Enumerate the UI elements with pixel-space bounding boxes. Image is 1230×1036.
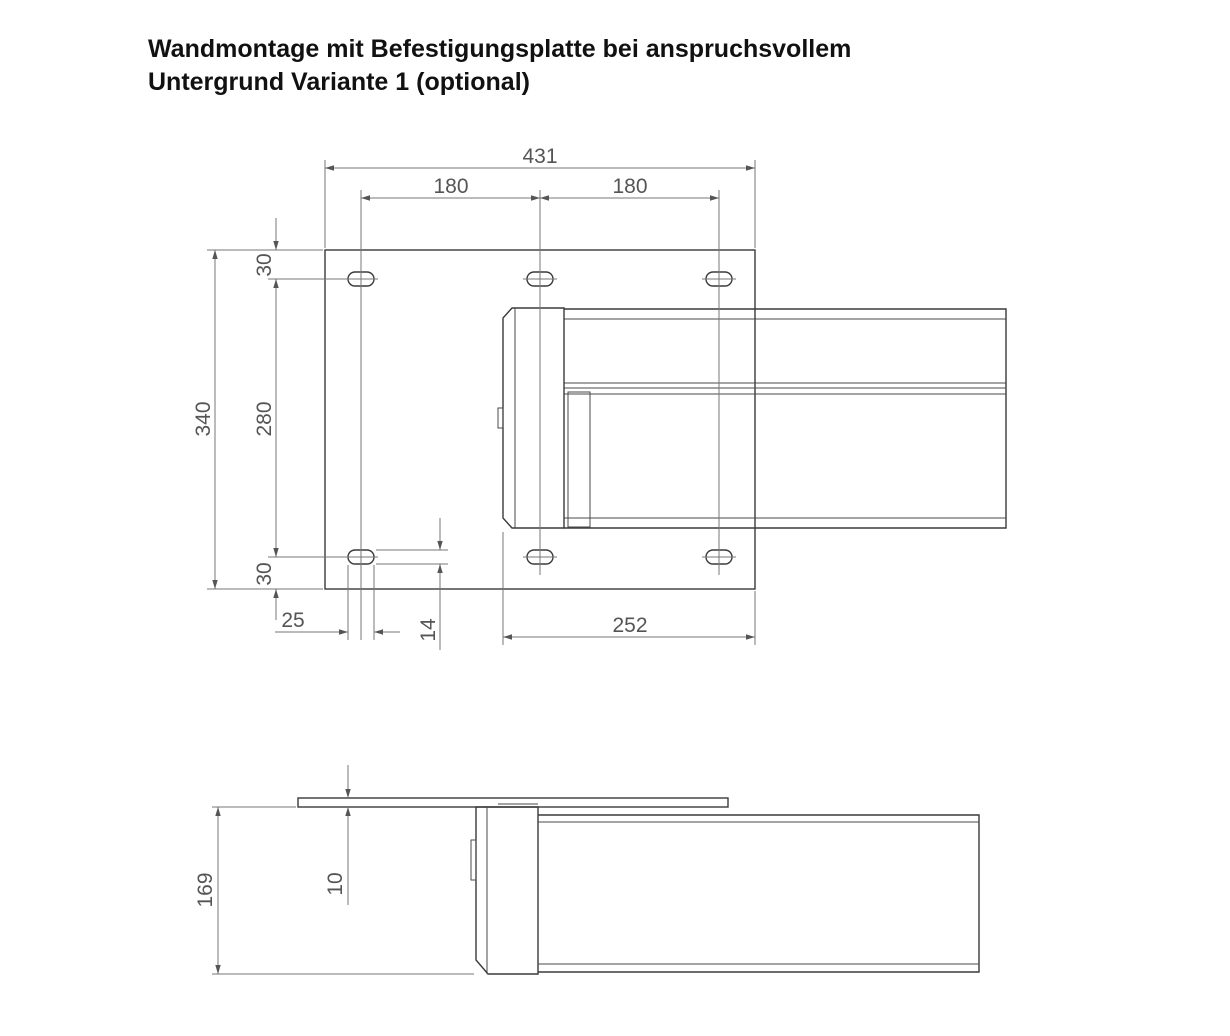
- dim-label-25: 25: [281, 609, 305, 632]
- title-line-1: Wandmontage mit Befestigungsplatte bei anspruchsvollem: [148, 35, 852, 63]
- dim-label-180-right: 180: [612, 175, 648, 198]
- dim-label-10: 10: [324, 872, 347, 896]
- dim-plate-thickness: [324, 765, 348, 905]
- centerlines: [361, 190, 719, 640]
- top-view: [192, 145, 1006, 650]
- side-arm-housing: [471, 804, 538, 974]
- dim-label-252: 252: [612, 614, 648, 637]
- dim-side-offset: [275, 565, 400, 640]
- dim-slot-height: [376, 518, 448, 650]
- dim-label-340: 340: [192, 401, 215, 437]
- side-view: [194, 765, 979, 974]
- side-mounting-plate: [298, 798, 728, 807]
- dim-label-30-bottom: 30: [253, 562, 276, 586]
- dim-label-180-left: 180: [433, 175, 469, 198]
- dim-label-169: 169: [194, 872, 217, 908]
- arm-body: [564, 309, 1006, 528]
- dim-label-14: 14: [417, 618, 440, 642]
- side-arm-body: [538, 815, 979, 972]
- dim-hole-vertical: [253, 218, 346, 620]
- dim-label-280: 280: [253, 401, 276, 437]
- dim-label-30-top: 30: [253, 253, 276, 277]
- arm-housing: [498, 308, 564, 528]
- dim-label-431: 431: [522, 145, 558, 168]
- title-line-2: Untergrund Variante 1 (optional): [148, 68, 530, 96]
